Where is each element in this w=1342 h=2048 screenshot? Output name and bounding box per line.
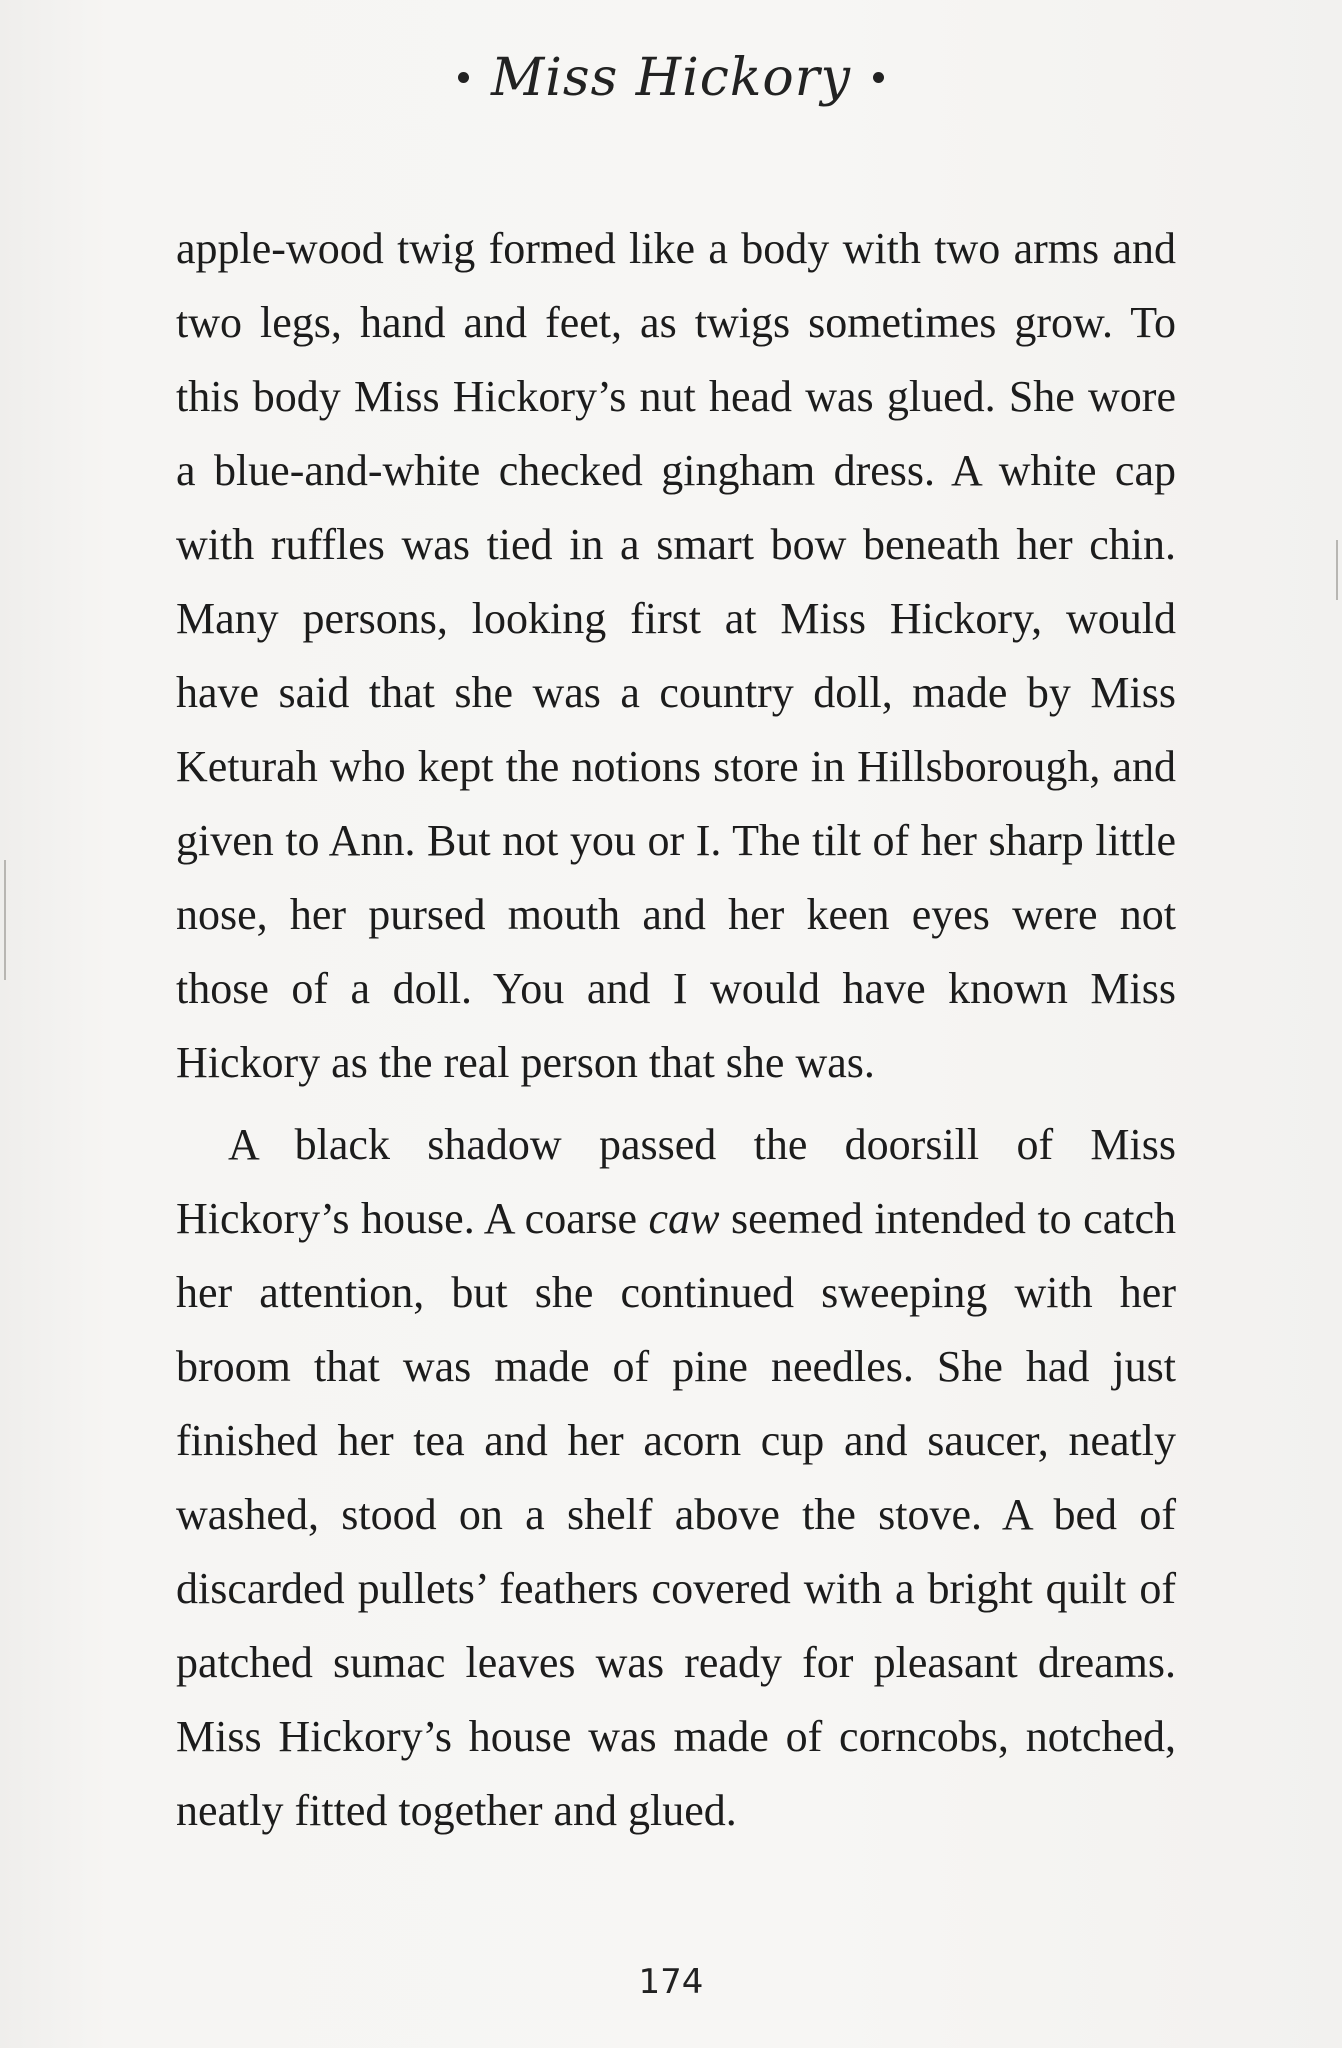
paragraph-text: seemed intended to catch her attention, but she continued sweeping with her broom that was made of pine needles. She had just finished her tea and her acorn cup and saucer, neatly washed, stood on a shelf above the stove. A bed of discarded pullets’ feathers covered with a bright quilt of patched sumac leaves was ready for pleasant dreams. Miss Hickory’s house was made of corncobs, notched, neatly fitted together and glued. [176,1194,1176,1835]
page-edge-mark [1336,540,1338,600]
header-bullet-left [458,72,469,83]
header-title: Miss Hickory [491,48,851,108]
italic-word: caw [648,1194,720,1243]
header-bullet-right [873,72,884,83]
paragraph-text: A black shadow passed the doorsill of Miss Hickory’s house. A coarse [176,1120,1176,1243]
body-text [176,212,1176,1848]
paragraph-continued: apple-wood twig formed like a body with two arms and two legs, hand and feet, as twigs sometimes grow. To this body Miss Hickory’s nut head was glued. She wore a blue-and-white checked gingham dress. A white cap with ruffles was tied in a smart bow beneath her chin. Many persons, looking first at Miss Hickory, would have said that she was a country doll, made by Miss Keturah who kept the notions store in Hillsborough, and given to Ann. But not you or I. The tilt of her sharp little nose, her pursed mouth and her keen eyes were not those of a doll. You and I would have known Miss Hickory as the real person that she was. [176,224,1176,1087]
running-header [0,48,1342,108]
page-edge-mark [4,860,6,980]
paragraph [176,1108,1176,1848]
page-number: 174 [638,1962,704,2002]
